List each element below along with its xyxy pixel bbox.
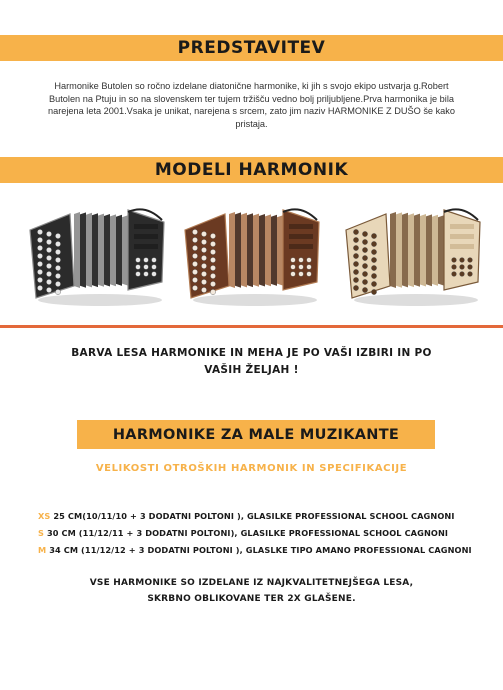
bass-button	[452, 258, 457, 263]
spec-row-s	[38, 528, 498, 538]
bellows-fold	[229, 212, 235, 288]
treble-button	[55, 241, 60, 246]
bellows-fold	[265, 214, 271, 286]
bass-button	[468, 265, 473, 270]
color-choice-note	[40, 345, 463, 379]
bass-button	[452, 265, 457, 270]
treble-button	[201, 239, 206, 244]
bass-button	[307, 265, 312, 270]
bass-button	[291, 272, 296, 277]
color-note-line: VAŠIH ŽELJAH !	[204, 364, 299, 376]
bellows-fold	[247, 213, 253, 287]
grille-slot	[289, 224, 313, 229]
treble-button	[362, 255, 367, 260]
treble-button	[37, 277, 42, 282]
treble-button	[371, 249, 376, 254]
treble-button	[210, 241, 215, 246]
treble-button	[46, 247, 51, 252]
treble-button	[362, 263, 367, 268]
size-label: XS	[38, 511, 51, 521]
treble-button	[37, 237, 42, 242]
bellows-fold	[98, 214, 104, 287]
bass-button	[136, 272, 141, 277]
treble-button	[37, 253, 42, 258]
grille-slot	[134, 244, 158, 249]
bellows-fold	[104, 214, 110, 287]
bass-button	[152, 258, 157, 263]
treble-button	[371, 289, 376, 294]
treble-button	[210, 265, 215, 270]
bass-button	[468, 272, 473, 277]
bass-button	[291, 258, 296, 263]
quality-note-line: SKRBNO OBLIKOVANE TER 2X GLAŠENE.	[147, 594, 356, 604]
accordion-brown-image	[177, 200, 327, 310]
bass-button	[299, 258, 304, 263]
spec-text: 34 CM (11/12/12 + 3 DODATNI POLTONI ), GLASLKE TIPO AMANO PROFESSIONAL CAGNONI	[46, 545, 472, 555]
treble-button	[192, 237, 197, 242]
bellows-fold	[86, 213, 92, 288]
treble-button	[210, 273, 215, 278]
bass-button	[299, 272, 304, 277]
bass-button	[144, 272, 149, 277]
bellows	[390, 212, 444, 288]
treble-button	[210, 233, 215, 238]
treble-button	[353, 245, 358, 250]
treble-button	[201, 279, 206, 284]
treble-button	[46, 279, 51, 284]
treble-button	[192, 285, 197, 290]
treble-button	[362, 247, 367, 252]
bellows	[74, 212, 128, 288]
bass-box	[444, 210, 480, 290]
section-divider	[0, 325, 503, 328]
treble-button	[37, 285, 42, 290]
treble-button	[201, 287, 206, 292]
bellows-fold	[438, 215, 444, 285]
treble-button	[353, 285, 358, 290]
bass-button	[136, 265, 141, 270]
grille-slot	[134, 234, 158, 239]
bellows-fold	[235, 212, 241, 287]
treble-button	[46, 255, 51, 260]
treble-button	[353, 261, 358, 266]
spec-row-m	[38, 545, 498, 555]
treble-box	[30, 214, 74, 298]
bass-button	[291, 265, 296, 270]
bass-button	[152, 272, 157, 277]
grille-slot	[289, 234, 313, 239]
bellows-fold	[122, 215, 128, 285]
treble-button	[55, 265, 60, 270]
treble-button	[55, 257, 60, 262]
treble-button	[192, 261, 197, 266]
treble-button	[210, 257, 215, 262]
treble-button	[353, 229, 358, 234]
intro-paragraph	[30, 80, 473, 130]
bass-button	[299, 265, 304, 270]
treble-box	[185, 214, 229, 298]
bass-button	[152, 265, 157, 270]
treble-button	[192, 253, 197, 258]
quality-note	[60, 575, 443, 607]
intro-line: narejena leta 2001.Vsaka je unikat, narejena s srcem, zato jim naziv HARMONIKE Z DUŠO še kako	[48, 106, 455, 116]
grille-slot	[134, 224, 158, 229]
treble-button	[371, 281, 376, 286]
models-band	[0, 157, 503, 183]
treble-button	[371, 273, 376, 278]
grille-slot	[450, 224, 474, 229]
treble-button	[55, 281, 60, 286]
treble-button	[201, 255, 206, 260]
grille-slot	[450, 234, 474, 239]
bellows-fold	[402, 213, 408, 288]
bellows-fold	[74, 212, 80, 288]
bass-button	[307, 258, 312, 263]
bass-button	[460, 258, 465, 263]
shadow	[193, 294, 317, 306]
intro-line: pristaja.	[235, 118, 268, 129]
bass-button	[460, 272, 465, 277]
spec-text: 25 CM(10/11/10 + 3 DODATNI POLTONI ), GLASILKE PROFESSIONAL SCHOOL CAGNONI	[50, 511, 455, 521]
treble-button	[46, 271, 51, 276]
treble-button	[192, 277, 197, 282]
kids-subtitle: VELIKOSTI OTROŠKIH HARMONIK IN SPECIFIKACIJE	[95, 463, 408, 474]
treble-button	[46, 231, 51, 236]
shadow	[38, 294, 162, 306]
treble-button	[353, 277, 358, 282]
treble-button	[201, 271, 206, 276]
color-note-line: BARVA LESA HARMONIKE IN MEHA JE PO VAŠI IZBIRI IN PO	[71, 347, 432, 359]
treble-button	[55, 273, 60, 278]
treble-button	[201, 263, 206, 268]
treble-button	[353, 253, 358, 258]
size-label: S	[38, 528, 44, 538]
bass-button	[144, 265, 149, 270]
treble-box	[346, 214, 390, 298]
bellows-fold	[253, 214, 259, 287]
intro-line: Butolen na Ptuju in so na slovenskem ter tujem tržišču vedno bolj priljubljene.Prva harmonika je bila	[49, 93, 454, 104]
bass-button	[144, 258, 149, 263]
treble-button	[37, 229, 42, 234]
grille-slot	[289, 244, 313, 249]
spec-text: 30 CM (11/12/11 + 3 DODATNI POLTONI), GLASILKE PROFESSIONAL SCHOOL CAGNONI	[44, 528, 449, 538]
header-band	[0, 35, 503, 61]
treble-button	[192, 245, 197, 250]
bellows-fold	[432, 215, 438, 286]
bellows-fold	[414, 214, 420, 287]
treble-button	[371, 233, 376, 238]
bass-button	[136, 258, 141, 263]
bass-button	[460, 265, 465, 270]
bellows-fold	[92, 213, 98, 287]
treble-button	[192, 269, 197, 274]
treble-button	[46, 239, 51, 244]
treble-button	[362, 231, 367, 236]
treble-button	[46, 263, 51, 268]
bass-box	[128, 210, 164, 290]
treble-button	[362, 279, 367, 284]
bellows-fold	[396, 212, 402, 287]
bellows-fold	[408, 213, 414, 287]
treble-button	[362, 239, 367, 244]
treble-button	[37, 245, 42, 250]
size-label: M	[38, 545, 47, 555]
bellows-fold	[80, 212, 86, 287]
bass-box	[283, 210, 319, 290]
treble-button	[55, 249, 60, 254]
treble-button	[371, 241, 376, 246]
treble-button	[353, 237, 358, 242]
treble-button	[210, 281, 215, 286]
treble-button	[55, 289, 60, 294]
bellows	[229, 212, 283, 288]
bellows-fold	[390, 212, 396, 288]
treble-button	[46, 287, 51, 292]
bass-button	[452, 272, 457, 277]
grille-slot	[450, 244, 474, 249]
treble-button	[55, 233, 60, 238]
kids-title: HARMONIKE ZA MALE MUZIKANTE	[112, 426, 400, 443]
treble-button	[371, 265, 376, 270]
bellows-fold	[110, 214, 116, 286]
treble-button	[371, 257, 376, 262]
bellows-fold	[277, 215, 283, 285]
bellows-fold	[271, 215, 277, 286]
treble-button	[201, 231, 206, 236]
page-title: PREDSTAVITEV	[177, 38, 326, 58]
bellows-fold	[241, 213, 247, 288]
accordion-cream-image	[338, 200, 488, 310]
kids-band	[77, 420, 435, 449]
shadow	[354, 294, 478, 306]
spec-row-xs	[38, 511, 498, 521]
bellows-fold	[420, 214, 426, 287]
bass-button	[468, 258, 473, 263]
bellows-fold	[116, 215, 122, 286]
bass-button	[307, 272, 312, 277]
bellows-fold	[259, 214, 265, 287]
treble-button	[192, 229, 197, 234]
bellows-fold	[426, 214, 432, 286]
treble-button	[353, 269, 358, 274]
treble-button	[362, 287, 367, 292]
treble-button	[37, 269, 42, 274]
treble-button	[362, 271, 367, 276]
accordion-black-image	[22, 200, 172, 310]
quality-note-line: VSE HARMONIKE SO IZDELANE IZ NAJKVALITETNEJŠEGA LESA,	[89, 578, 414, 588]
treble-button	[37, 261, 42, 266]
treble-button	[210, 289, 215, 294]
treble-button	[210, 249, 215, 254]
treble-button	[201, 247, 206, 252]
models-title: MODELI HARMONIK	[154, 160, 349, 180]
intro-line: Harmonike Butolen so ročno izdelane diatonične harmonike, ki jih s svojo ekipo ustvarja g.Robert	[54, 81, 449, 91]
